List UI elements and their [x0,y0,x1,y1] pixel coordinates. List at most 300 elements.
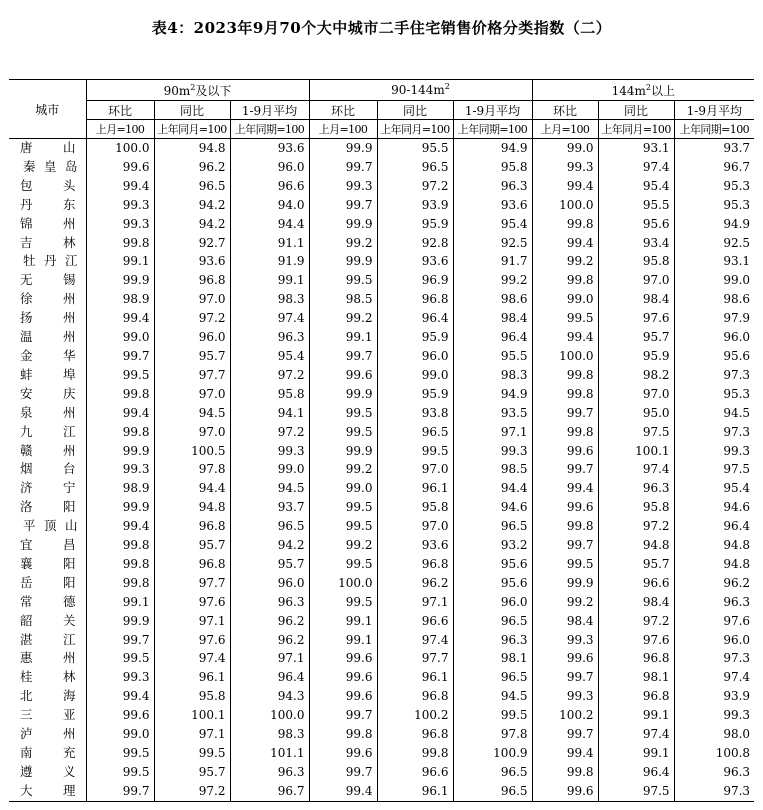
value-cell: 95.4 [598,177,674,196]
value-cell: 96.0 [723,330,751,345]
value-cell: 95.5 [377,139,453,158]
table-row [9,593,754,612]
value-cell: 97.0 [598,385,674,404]
value-cell: 99.8 [86,555,154,574]
city-cell: 丹东 [9,196,86,215]
value-cell: 95.5 [598,196,674,215]
value-cell: 95.4 [230,347,309,366]
value-cell: 96.2 [377,574,453,593]
value-cell: 96.3 [723,594,751,609]
value-cell: 99.5 [377,442,453,461]
value-cell: 100.2 [532,706,598,725]
value-cell: 99.8 [532,271,598,290]
value-cell: 99.0 [86,328,154,347]
value-cell: 99.9 [86,612,154,631]
value-cell: 99.8 [86,385,154,404]
value-cell: 97.5 [723,462,751,477]
value-cell: 93.7 [230,498,309,517]
value-cell: 93.6 [453,196,532,215]
value-cell: 100.5 [154,442,230,461]
value-cell: 96.1 [377,668,453,687]
value-cell: 93.8 [377,404,453,423]
value-cell: 96.0 [154,328,230,347]
price-index-table [9,79,754,802]
value-cell: 96.8 [377,725,453,744]
value-cell: 95.6 [453,555,532,574]
group-header-3: $144m^2$以上 [532,80,754,101]
value-cell: 97.1 [154,612,230,631]
value-cell: 97.2 [230,366,309,385]
value-cell: 100.0 [309,574,377,593]
value-cell: 97.8 [453,725,532,744]
value-cell: 99.0 [532,290,598,309]
value-cell: 99.8 [532,366,598,385]
table-row [9,290,754,309]
value-cell: 97.9 [723,311,751,326]
value-cell: 99.7 [309,347,377,366]
value-cell: 99.1 [309,631,377,650]
table-row [9,668,754,687]
value-cell: 99.7 [309,158,377,177]
city-cell: 常德 [9,593,86,612]
value-cell: 97.0 [154,385,230,404]
city-cell: 襄阳 [9,555,86,574]
value-cell: 99.2 [309,309,377,328]
city-cell: 泉州 [9,404,86,423]
value-cell: 96.5 [453,517,532,536]
value-cell: 99.3 [309,177,377,196]
value-cell: 94.9 [723,216,751,231]
value-cell: 96.5 [453,612,532,631]
table-row [9,385,754,404]
value-cell: 99.4 [532,177,598,196]
value-cell: 99.6 [532,649,598,668]
value-cell: 97.6 [154,631,230,650]
value-cell: 97.3 [723,424,751,439]
value-cell: 98.6 [723,292,751,307]
value-cell: 99.8 [86,234,154,253]
value-cell: 95.8 [230,385,309,404]
value-cell: 98.9 [86,290,154,309]
value-cell: 100.9 [453,744,532,763]
value-cell: 98.4 [453,309,532,328]
unit-label: 上年同月=100 [598,120,674,139]
value-cell: 97.0 [154,423,230,442]
value-cell: 97.4 [723,670,751,685]
table-body [9,139,754,802]
value-cell: 99.3 [532,631,598,650]
value-cell: 99.3 [86,668,154,687]
table-row [9,139,754,158]
value-cell: 99.3 [86,460,154,479]
value-cell: 91.7 [453,252,532,271]
value-cell: 97.4 [377,631,453,650]
value-cell: 97.2 [598,612,674,631]
value-cell: 96.7 [230,782,309,801]
value-cell: 99.0 [86,725,154,744]
value-cell: 99.6 [532,442,598,461]
value-cell: 99.4 [532,328,598,347]
city-cell: 唐山 [9,139,86,158]
table-row [9,782,754,801]
value-cell: 99.7 [532,536,598,555]
value-cell: 99.5 [532,309,598,328]
subheader-mom: 环比 [532,101,598,120]
value-cell: 99.5 [86,744,154,763]
value-cell: 99.5 [532,555,598,574]
value-cell: 99.7 [532,725,598,744]
group-header-1: $90m^2$及以下 [86,80,309,101]
value-cell: 96.5 [377,423,453,442]
value-cell: 99.4 [86,309,154,328]
value-cell: 94.2 [154,215,230,234]
value-cell: 99.6 [532,782,598,801]
value-cell: 95.6 [453,574,532,593]
value-cell: 97.6 [598,631,674,650]
value-cell: 96.8 [377,687,453,706]
value-cell: 95.7 [154,763,230,782]
city-cell: 岳阳 [9,574,86,593]
unit-label: 上年同月=100 [154,120,230,139]
value-cell: 96.2 [230,631,309,650]
value-cell: 99.7 [309,706,377,725]
value-cell: 94.3 [230,687,309,706]
value-cell: 96.2 [723,575,751,590]
value-cell: 96.0 [230,574,309,593]
value-cell: 99.0 [230,460,309,479]
value-cell: 95.9 [377,385,453,404]
value-cell: 99.8 [532,517,598,536]
value-cell: 95.8 [377,498,453,517]
value-cell: 96.2 [230,612,309,631]
city-cell: 温州 [9,328,86,347]
value-cell: 93.1 [723,254,751,269]
value-cell: 97.6 [723,613,751,628]
city-cell: 洛阳 [9,498,86,517]
value-cell: 99.1 [598,706,674,725]
subheader-mom: 环比 [309,101,377,120]
value-cell: 99.9 [309,139,377,158]
value-cell: 100.0 [532,196,598,215]
value-cell: 96.8 [154,271,230,290]
value-cell: 94.9 [453,139,532,158]
value-cell: 99.9 [86,442,154,461]
value-cell: 95.7 [154,536,230,555]
unit-label: 上年同期=100 [674,120,754,139]
value-cell: 94.5 [453,687,532,706]
value-cell: 96.5 [453,782,532,801]
value-cell: 94.2 [154,196,230,215]
value-cell: 96.6 [377,612,453,631]
value-cell: 97.2 [154,309,230,328]
value-cell: 95.6 [598,215,674,234]
city-cell: 九江 [9,423,86,442]
value-cell: 95.8 [598,252,674,271]
value-cell: 99.5 [453,706,532,725]
value-cell: 96.4 [598,763,674,782]
value-cell: 98.4 [598,593,674,612]
value-cell: 99.2 [532,593,598,612]
city-cell: 惠州 [9,649,86,668]
value-cell: 95.9 [377,328,453,347]
value-cell: 99.5 [309,498,377,517]
value-cell: 92.5 [723,235,751,250]
city-cell: 韶关 [9,612,86,631]
value-cell: 99.5 [309,271,377,290]
value-cell: 98.9 [86,479,154,498]
value-cell: 95.0 [598,404,674,423]
city-cell: 泸州 [9,725,86,744]
table-row [9,706,754,725]
value-cell: 99.7 [86,631,154,650]
value-cell: 97.1 [230,649,309,668]
value-cell: 96.5 [453,763,532,782]
value-cell: 97.1 [154,725,230,744]
value-cell: 99.4 [532,744,598,763]
city-cell: 南充 [9,744,86,763]
subheader-avg: 1-9月平均 [230,101,309,120]
value-cell: 96.3 [230,763,309,782]
subheader-avg: 1-9月平均 [453,101,532,120]
value-cell: 97.2 [230,423,309,442]
city-cell: 湛江 [9,631,86,650]
value-cell: 99.3 [86,215,154,234]
city-cell: 宜昌 [9,536,86,555]
table-row [9,158,754,177]
table-row [9,763,754,782]
value-cell: 99.5 [309,404,377,423]
value-cell: 96.5 [453,668,532,687]
value-cell: 97.4 [598,725,674,744]
value-cell: 99.3 [723,708,751,723]
value-cell: 95.7 [230,555,309,574]
value-cell: 97.4 [230,309,309,328]
value-cell: 99.4 [309,782,377,801]
value-cell: 93.6 [377,252,453,271]
value-cell: 99.5 [309,517,377,536]
table-row [9,725,754,744]
value-cell: 97.1 [377,593,453,612]
table-row [9,612,754,631]
table-row [9,177,754,196]
value-cell: 96.8 [598,649,674,668]
value-cell: 94.6 [723,500,751,515]
value-cell: 95.5 [453,347,532,366]
value-cell: 99.7 [309,196,377,215]
value-cell: 94.0 [230,196,309,215]
value-cell: 97.3 [723,651,751,666]
value-cell: 97.3 [674,782,754,801]
value-cell: 95.7 [598,555,674,574]
table-row [9,744,754,763]
unit-label: 上月=100 [309,120,377,139]
value-cell: 96.0 [230,158,309,177]
subheader-yoy: 同比 [598,101,674,120]
value-cell: 93.6 [154,252,230,271]
subheader-mom: 环比 [86,101,154,120]
value-cell: 96.8 [598,687,674,706]
value-cell: 101.1 [230,744,309,763]
value-cell: 95.9 [598,347,674,366]
value-cell: 93.9 [723,689,751,704]
value-cell: 92.5 [453,234,532,253]
value-cell: 99.1 [86,593,154,612]
table-row [9,423,754,442]
value-cell: 99.6 [309,366,377,385]
city-cell: 桂林 [9,668,86,687]
value-cell: 95.9 [377,215,453,234]
value-cell: 96.0 [723,632,751,647]
value-cell: 99.6 [309,687,377,706]
value-cell: 99.2 [453,271,532,290]
value-cell: 94.4 [230,215,309,234]
city-cell: 徐州 [9,290,86,309]
table-row [9,649,754,668]
value-cell: 93.9 [377,196,453,215]
table-row [9,555,754,574]
table-row [9,215,754,234]
value-cell: 99.4 [86,404,154,423]
value-cell: 95.8 [154,687,230,706]
value-cell: 96.3 [723,764,751,779]
value-cell: 95.4 [453,215,532,234]
value-cell: 93.2 [453,536,532,555]
city-cell: 包头 [9,177,86,196]
value-cell: 99.9 [309,252,377,271]
value-cell: 95.3 [723,386,751,401]
value-cell: 96.3 [453,177,532,196]
table-row [9,498,754,517]
value-cell: 97.8 [154,460,230,479]
value-cell: 100.2 [377,706,453,725]
value-cell: 97.7 [154,574,230,593]
table-row [9,347,754,366]
value-cell: 95.7 [598,328,674,347]
value-cell: 95.3 [723,178,751,193]
unit-label: 上年同期=100 [230,120,309,139]
value-cell: 91.9 [230,252,309,271]
value-cell: 97.2 [598,517,674,536]
value-cell: 95.8 [453,158,532,177]
value-cell: 99.7 [532,404,598,423]
value-cell: 92.8 [377,234,453,253]
value-cell: 96.1 [154,668,230,687]
value-cell: 99.8 [532,423,598,442]
value-cell: 98.2 [598,366,674,385]
value-cell: 94.5 [154,404,230,423]
city-cell: 金华 [9,347,86,366]
value-cell: 97.0 [377,517,453,536]
unit-label: 上月=100 [532,120,598,139]
value-cell: 99.7 [532,460,598,479]
value-cell: 96.4 [230,668,309,687]
subheader-avg: 1-9月平均 [674,101,754,120]
value-cell: 99.3 [532,158,598,177]
value-cell: 97.4 [598,158,674,177]
value-cell: 96.8 [154,555,230,574]
value-cell: 93.4 [598,234,674,253]
value-cell: 99.0 [532,139,598,158]
value-cell: 97.0 [598,271,674,290]
value-cell: 98.3 [230,725,309,744]
value-cell: 97.0 [377,460,453,479]
value-cell: 99.5 [154,744,230,763]
value-cell: 96.3 [230,593,309,612]
city-cell: 三亚 [9,706,86,725]
value-cell: 99.2 [309,234,377,253]
value-cell: 99.3 [532,687,598,706]
table-row [9,687,754,706]
value-cell: 99.8 [377,744,453,763]
value-cell: 94.4 [453,479,532,498]
value-cell: 95.8 [598,498,674,517]
value-cell: 98.4 [598,290,674,309]
table-row [9,460,754,479]
value-cell: 97.6 [154,593,230,612]
value-cell: 99.6 [309,744,377,763]
value-cell: 94.8 [723,538,751,553]
value-cell: 99.1 [230,271,309,290]
value-cell: 99.9 [86,271,154,290]
value-cell: 94.5 [230,479,309,498]
value-cell: 99.3 [453,442,532,461]
city-cell: 北海 [9,687,86,706]
value-cell: 93.6 [377,536,453,555]
value-cell: 96.0 [453,593,532,612]
value-cell: 99.0 [309,479,377,498]
value-cell: 91.1 [230,234,309,253]
value-cell: 96.5 [230,517,309,536]
unit-label: 上年同期=100 [453,120,532,139]
value-cell: 97.2 [154,782,230,801]
table-row [9,328,754,347]
table-row [9,366,754,385]
table-header [9,80,754,139]
unit-label: 上月=100 [86,120,154,139]
table-title: 表4：2023年9月70个大中城市二手住宅销售价格分类指数（二） [151,19,612,37]
value-cell: 98.5 [309,290,377,309]
value-cell: 97.7 [377,649,453,668]
table-row [9,252,754,271]
value-cell: 95.6 [723,348,751,363]
value-cell: 99.2 [309,536,377,555]
value-cell: 99.6 [309,668,377,687]
value-cell: 94.9 [453,385,532,404]
group-header-2: $90-144m^2$ [309,80,532,101]
city-cell: 平顶山 [9,517,86,536]
table-row [9,234,754,253]
value-cell: 92.7 [154,234,230,253]
table-row [9,574,754,593]
value-cell: 96.6 [598,574,674,593]
value-cell: 99.8 [532,215,598,234]
city-column-header: 城市 [9,80,86,139]
value-cell: 94.6 [453,498,532,517]
value-cell: 96.2 [154,158,230,177]
value-cell: 97.1 [453,423,532,442]
value-cell: 94.8 [154,498,230,517]
value-cell: 96.8 [377,555,453,574]
value-cell: 99.9 [309,385,377,404]
value-cell: 99.1 [86,252,154,271]
value-cell: 96.4 [723,519,751,534]
value-cell: 95.3 [723,197,751,212]
value-cell: 99.8 [86,574,154,593]
city-cell: 安庆 [9,385,86,404]
value-cell: 99.3 [230,442,309,461]
value-cell: 96.4 [453,328,532,347]
value-cell: 97.6 [598,309,674,328]
